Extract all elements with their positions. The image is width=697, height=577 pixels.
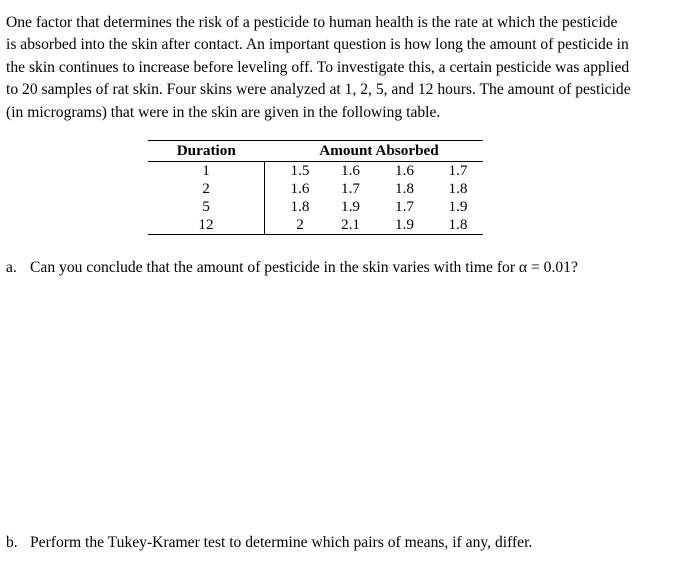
table-row <box>148 198 483 216</box>
amount-cell: 1.7 <box>395 198 414 215</box>
amount-cell: 1.9 <box>448 198 468 215</box>
duration-cell: 2 <box>148 180 265 198</box>
intro-line: the skin continues to increase before leveling off. To investigate this, a certain pesticide was applied <box>6 58 630 76</box>
amount-cell: 2.1 <box>325 216 376 235</box>
duration-cell: 1 <box>148 162 265 181</box>
duration-cell: 5 <box>148 198 265 216</box>
amount-cell: 1.8 <box>290 198 310 215</box>
intro-line: One factor that determines the risk of a pesticide to human health is the rate at which the pesticide <box>6 14 618 31</box>
table-row <box>148 180 483 198</box>
question-a-text: Can you conclude that the amount of pesticide in the skin varies with time for α = 0.01? <box>30 259 578 276</box>
duration-cell: 12 <box>148 216 265 235</box>
amount-cell: 1.7 <box>448 162 468 179</box>
question-b <box>6 533 532 553</box>
problem-intro <box>6 12 692 124</box>
amount-cell: 1.9 <box>341 198 360 215</box>
amount-absorbed-header: Amount Absorbed <box>275 141 483 162</box>
table-header-row <box>148 141 483 162</box>
pesticide-data-table <box>148 140 483 235</box>
amount-cell: 1.6 <box>341 162 360 179</box>
amount-cell: 1.5 <box>290 162 310 179</box>
question-a <box>6 258 578 278</box>
amount-cell: 1.6 <box>290 180 310 197</box>
amount-cell: 1.8 <box>395 180 414 197</box>
amount-cell: 1.7 <box>341 180 360 197</box>
amount-cell: 1.6 <box>395 162 414 179</box>
question-b-letter: b. <box>6 534 18 551</box>
amount-cell: 1.8 <box>448 180 468 197</box>
question-b-text: Perform the Tukey-Kramer test to determine which pairs of means, if any, differ. <box>30 534 533 551</box>
amount-cell: 2 <box>275 216 325 235</box>
question-a-letter: a. <box>6 259 17 276</box>
intro-line: is absorbed into the skin after contact. An important question is how long the amount of pesticide in <box>6 36 629 54</box>
table-row <box>148 162 483 181</box>
intro-line: (in micrograms) that were in the skin are given in the following table. <box>6 103 441 121</box>
amount-cell: 1.9 <box>376 216 433 235</box>
intro-line: to 20 samples of rat skin. Four skins were analyzed at 1, 2, 5, and 12 hours. The amount of pesticide <box>6 81 631 99</box>
amount-cell: 1.8 <box>433 216 483 235</box>
table-row <box>148 216 483 235</box>
duration-header: Duration <box>148 141 265 162</box>
